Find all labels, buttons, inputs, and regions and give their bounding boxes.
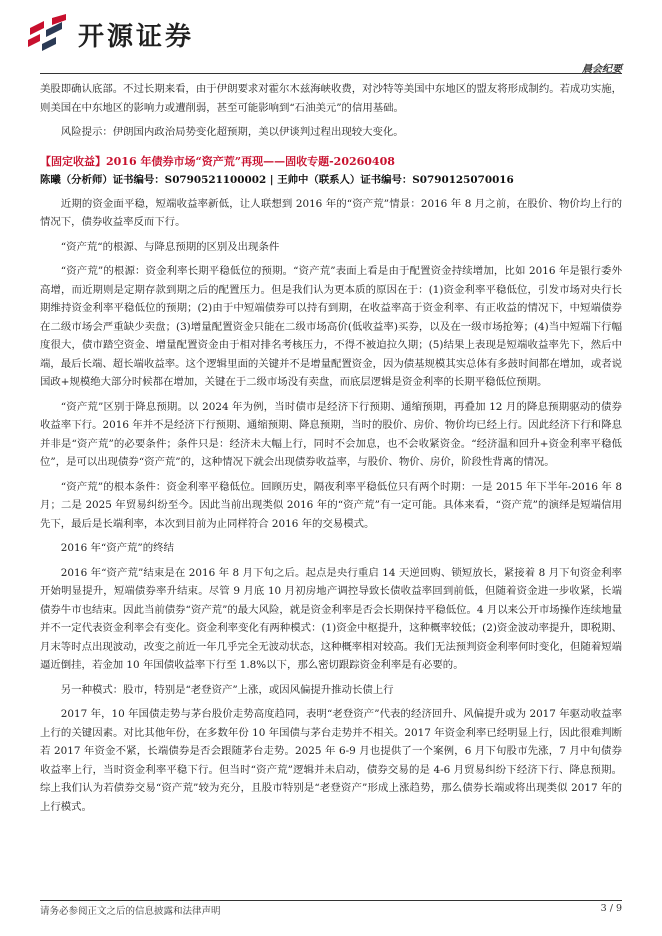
paragraph: “资产荒”的根源：资金利率长期平稳低位的预期。“资产荒”表面上看是由于配置资金持续增加，比如 2016 年是银行委外高增，而近期则是定期存款到期之后的配置压力。但是我们认为更本质的原因在于：(1)资金利率平稳低位，引发市场对央行长期维持资金利率平稳低位的预期；(2)由于中短端债券可以持有到期，在收益率高于资金利率、有正收益的情况下，中短端债券在二级市场会严重缺少卖盘；(3)增量配置资金只能在二级市场高价(低收益率)买券，以及在一级市场抢筹；(4)当中短端下行幅度很大，债市踏空资金、增量配置资金由于相对排名考核压力，不得不被迫拉久期；(5)结果上表现是短端收益率先下，然后中端，最后长端、超长端收益率。这个逻辑里面的关键并不是增量配置资金，因为债基规模其实总体有多鼓时间都在增加，或者说国政+规模绝大部分时候都在增加，关键在于二级市场没有卖盘，而底层逻辑是资金利率的长期平稳低位预期。	[40, 265, 622, 388]
paragraph-continuation: 美股即确认底部。不过长期来看，由于伊朗要求对霍尔木兹海峡收费，对沙特等美国中东地区的盟友将形成制约。若成功实施，则美国在中东地区的影响力或遭削弱，甚至可能影响到“石油美元”的信用基础。	[40, 83, 622, 114]
subheading: “资产荒“的根源、与降息预期的区别及出现条件	[60, 240, 280, 253]
kaiyuan-logo-icon	[26, 14, 70, 54]
brand-name: 开源证券	[78, 22, 195, 52]
paragraph: “资产荒”的根本条件：资金利率平稳低位。回顾历史，隔夜利率平稳低位只有两个时期：一是 2015 年下半年-2016 年 8 月；二是 2025 年贸易纠纷至今。因此当前出现类似 2016 年的“资产荒”有一定可能。具体来看，“资产荒”的演绎是短端信用先下，最后是长端利率，本次到目前为止同样符合 2016 年的交易模式。	[40, 480, 622, 530]
footer-disclaimer: 请务必参阅正文之后的信息披露和法律声明	[40, 906, 221, 917]
article-authors: 陈曦（分析师）证书编号：S0790521100002 | 王帅中（联系人）证书编号：S0790125070016	[40, 173, 514, 186]
page-number: 3 / 9	[600, 903, 622, 914]
paragraph: 近期的资金面平稳，短端收益率新低，让人联想到 2016 年的“资产荒”情景：2016 年 8 月之前，在股价、物价均上行的情况下，债券收益率反而下行。	[40, 197, 622, 228]
report-body	[40, 80, 622, 816]
article-title: 【固定收益】2016 年债券市场“资产荒”再现——固收专题-20260408	[40, 154, 395, 168]
paragraph-risk-warning: 风险提示：伊朗国内政治局势变化超预期，美以伊谈判过程出现较大变化。	[60, 126, 404, 138]
section-label: 晨会纪要	[582, 64, 622, 75]
page-header	[0, 0, 662, 75]
paragraph: 2017 年，10 年国债走势与茅台股价走势高度趋同，表明“老登资产”代表的经济回升、风偏提升或为 2017 年驱动收益率上行的关键因素。对比其他年份，在多数年份 10 年国债与茅台走势并不相关。2017 年资金利率已经明显上行，因此很难判断若 2017 年资金不紧，长端债券是否会跟随茅台走势。2025 年 6-9 月也提供了一个案例，6 月下旬股市先涨，7 月中旬债券收益率上行，当时资金利率平稳下行。但当时“资产荒”逻辑并未启动，债券交易的是 4-6 月贸易纠纷下经济下行、降息预期。综上我们认为若债券交易“资产荒”较为充分，且股市特别是“老登资产”形成上涨趋势，那么债券长端或将出现类似 2017 年的上行模式。	[40, 708, 622, 813]
subheading: 2016 年“资产荒”的终结	[60, 542, 174, 554]
subheading: 另一种模式：股市，特别是“老登资产”上涨，或因风偏提升推动长债上行	[60, 683, 394, 696]
paragraph: 2016 年“资产荒”结束是在 2016 年 8 月下旬之后。起点是央行重启 14 天逆回购、锁短放长，紧接着 8 月下旬资金利率开始明显提升，短端债券率升结束。尽管 9 月底 10 月初房地产调控导致长债收益率回到前低，但随着资金进一步收紧，长端债券牛市也结束。因此当前债券“资产荒”的最大风险，就是资金利率是否会长期保持平稳低位。4 月以来公开市场操作连续地量并不一定代表资金利率会有变化。资金利率变化有两种模式：(1)资金中枢提升，这种概率较低；(2)资金波动率提升，即税期、月末等时点出现波动，改变之前近一年几乎完全无波动状态，这种概率相对较高。我们无法预判资金利率何时变化，但随着短端逼近倒挂，若金加 10 年国债收益率下行至 1.8%以下，那么密切跟踪资金利率是有必要的。	[40, 566, 622, 671]
header-divider	[40, 73, 622, 74]
footer-divider	[40, 900, 622, 901]
paragraph: “资产荒”区别于降息预期。以 2024 年为例，当时债市是经济下行预期、通缩预期，再叠加 12 月的降息预期驱动的债券收益率下行。2016 年并不是经济下行预期、通缩预期、降息预期，当时的股价、房价、物价均已经上行。因此经济下行和降息并非是“资产荒”的必要条件；条件只是：经济未大幅上行，同时不会加息，也不会收紧资金。“经济温和回升+资金利率平稳低位”，是可以出现债券“资产荒”的，这种情况下就会出现债券收益率，与股价、物价、房价，阶段性背离的情况。	[40, 400, 622, 468]
